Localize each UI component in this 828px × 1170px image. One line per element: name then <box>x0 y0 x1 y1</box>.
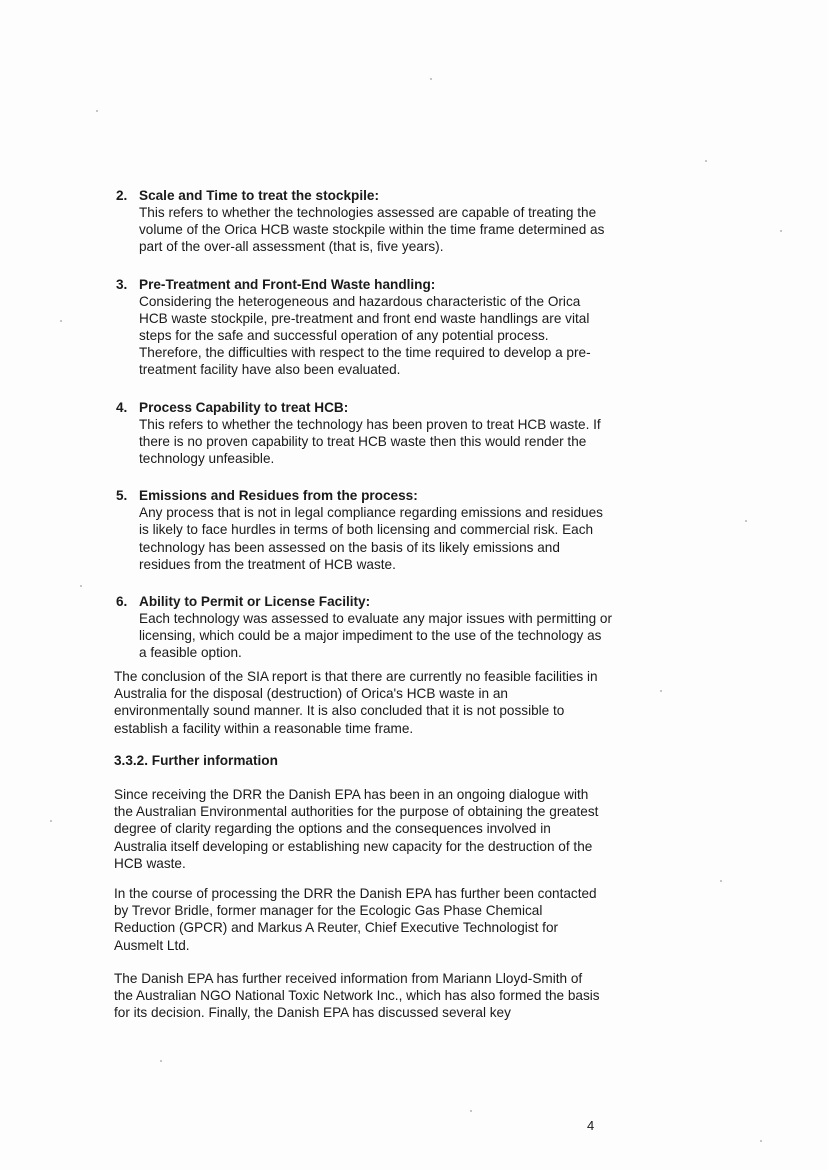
list-item-title: Pre-Treatment and Front-End Waste handling: <box>139 276 436 292</box>
list-item <box>112 593 612 662</box>
scan-speckle <box>160 1060 162 1062</box>
list-item <box>112 187 612 256</box>
list-item-number: 5. <box>116 488 128 504</box>
list-item-title: Ability to Permit or License Facility: <box>139 594 371 610</box>
list-item-number: 6. <box>116 594 128 610</box>
list-item-body: Considering the heterogeneous and hazardous characteristic of the Orica HCB waste stockpile, pre-treatment and front end waste handlings are vital steps for the safe and successful operation of any potential process. Therefore, the difficulties with respect to the time required to develop a pre-treatment facility have also been evaluated. <box>139 293 591 378</box>
list-item-body: This refers to whether the technologies assessed are capable of treating the volume of the Orica HCB waste stockpile within the time frame determined as part of the over-all assessment (that is, five years). <box>139 205 605 255</box>
list-item-body: Any process that is not in legal compliance regarding emissions and residues is likely to face hurdles in terms of both licensing and commercial risk. Each technology has been assessed on the basis of its likely emissions and residues from the treatment of HCB waste. <box>139 505 603 572</box>
criteria-list <box>112 187 612 682</box>
body-paragraph: The Danish EPA has further received information from Mariann Lloyd-Smith of the Australian NGO National Toxic Network Inc., which has also formed the basis for its decision. Finally, the Danish EPA has discussed several key <box>114 971 600 1021</box>
scan-speckle <box>80 585 82 587</box>
scan-speckle <box>660 690 662 692</box>
list-item-number: 4. <box>116 399 128 415</box>
body-paragraph: In the course of processing the DRR the Danish EPA has further been contacted by Trevor Bridle, former manager for the Ecologic Gas Phase Chemical Reduction (GPCR) and Markus A Reuter, Chief Executive Technologist for Ausmelt Ltd. <box>114 886 597 953</box>
scan-speckle <box>780 230 782 232</box>
list-item-title: Process Capability to treat HCB: <box>139 399 349 415</box>
list-item-title: Scale and Time to treat the stockpile: <box>139 188 379 203</box>
conclusion-paragraph: The conclusion of the SIA report is that there are currently no feasible facilities in Australia for the disposal (destruction) of Orica's HCB waste in an environmentally sound manner. It is also concluded that it is not possible to establish a facility within a reasonable time frame. <box>114 669 598 736</box>
scan-speckle <box>430 78 432 80</box>
list-item-number: 2. <box>116 188 128 203</box>
list-item-body: Each technology was assessed to evaluate any major issues with permitting or licensing, which could be a major impediment to the use of the technology as a feasible option. <box>139 611 613 661</box>
scan-speckle <box>470 1110 472 1112</box>
scan-speckle <box>705 160 707 162</box>
scan-speckle <box>96 110 98 112</box>
scan-speckle <box>760 1140 762 1142</box>
list-item-title: Emissions and Residues from the process: <box>139 488 418 504</box>
list-item <box>112 399 612 468</box>
page-number: 4 <box>587 1118 595 1133</box>
body-paragraph: Since receiving the DRR the Danish EPA has been in an ongoing dialogue with the Australian Environmental authorities for the purpose of obtaining the greatest degree of clarity regarding the options and the consequences involved in Australia itself developing or establishing new capacity for the destruction of the HCB waste. <box>114 787 599 871</box>
list-item <box>112 276 612 379</box>
list-item <box>112 487 612 573</box>
scan-speckle <box>60 320 62 322</box>
list-item-number: 3. <box>116 276 128 292</box>
section-heading: 3.3.2. Further information <box>114 753 278 768</box>
scan-speckle <box>720 880 722 882</box>
scan-speckle <box>745 520 747 522</box>
list-item-body: This refers to whether the technology has been proven to treat HCB waste. If there is no proven capability to treat HCB waste then this would render the technology unfeasible. <box>139 416 601 467</box>
scan-speckle <box>50 820 52 822</box>
